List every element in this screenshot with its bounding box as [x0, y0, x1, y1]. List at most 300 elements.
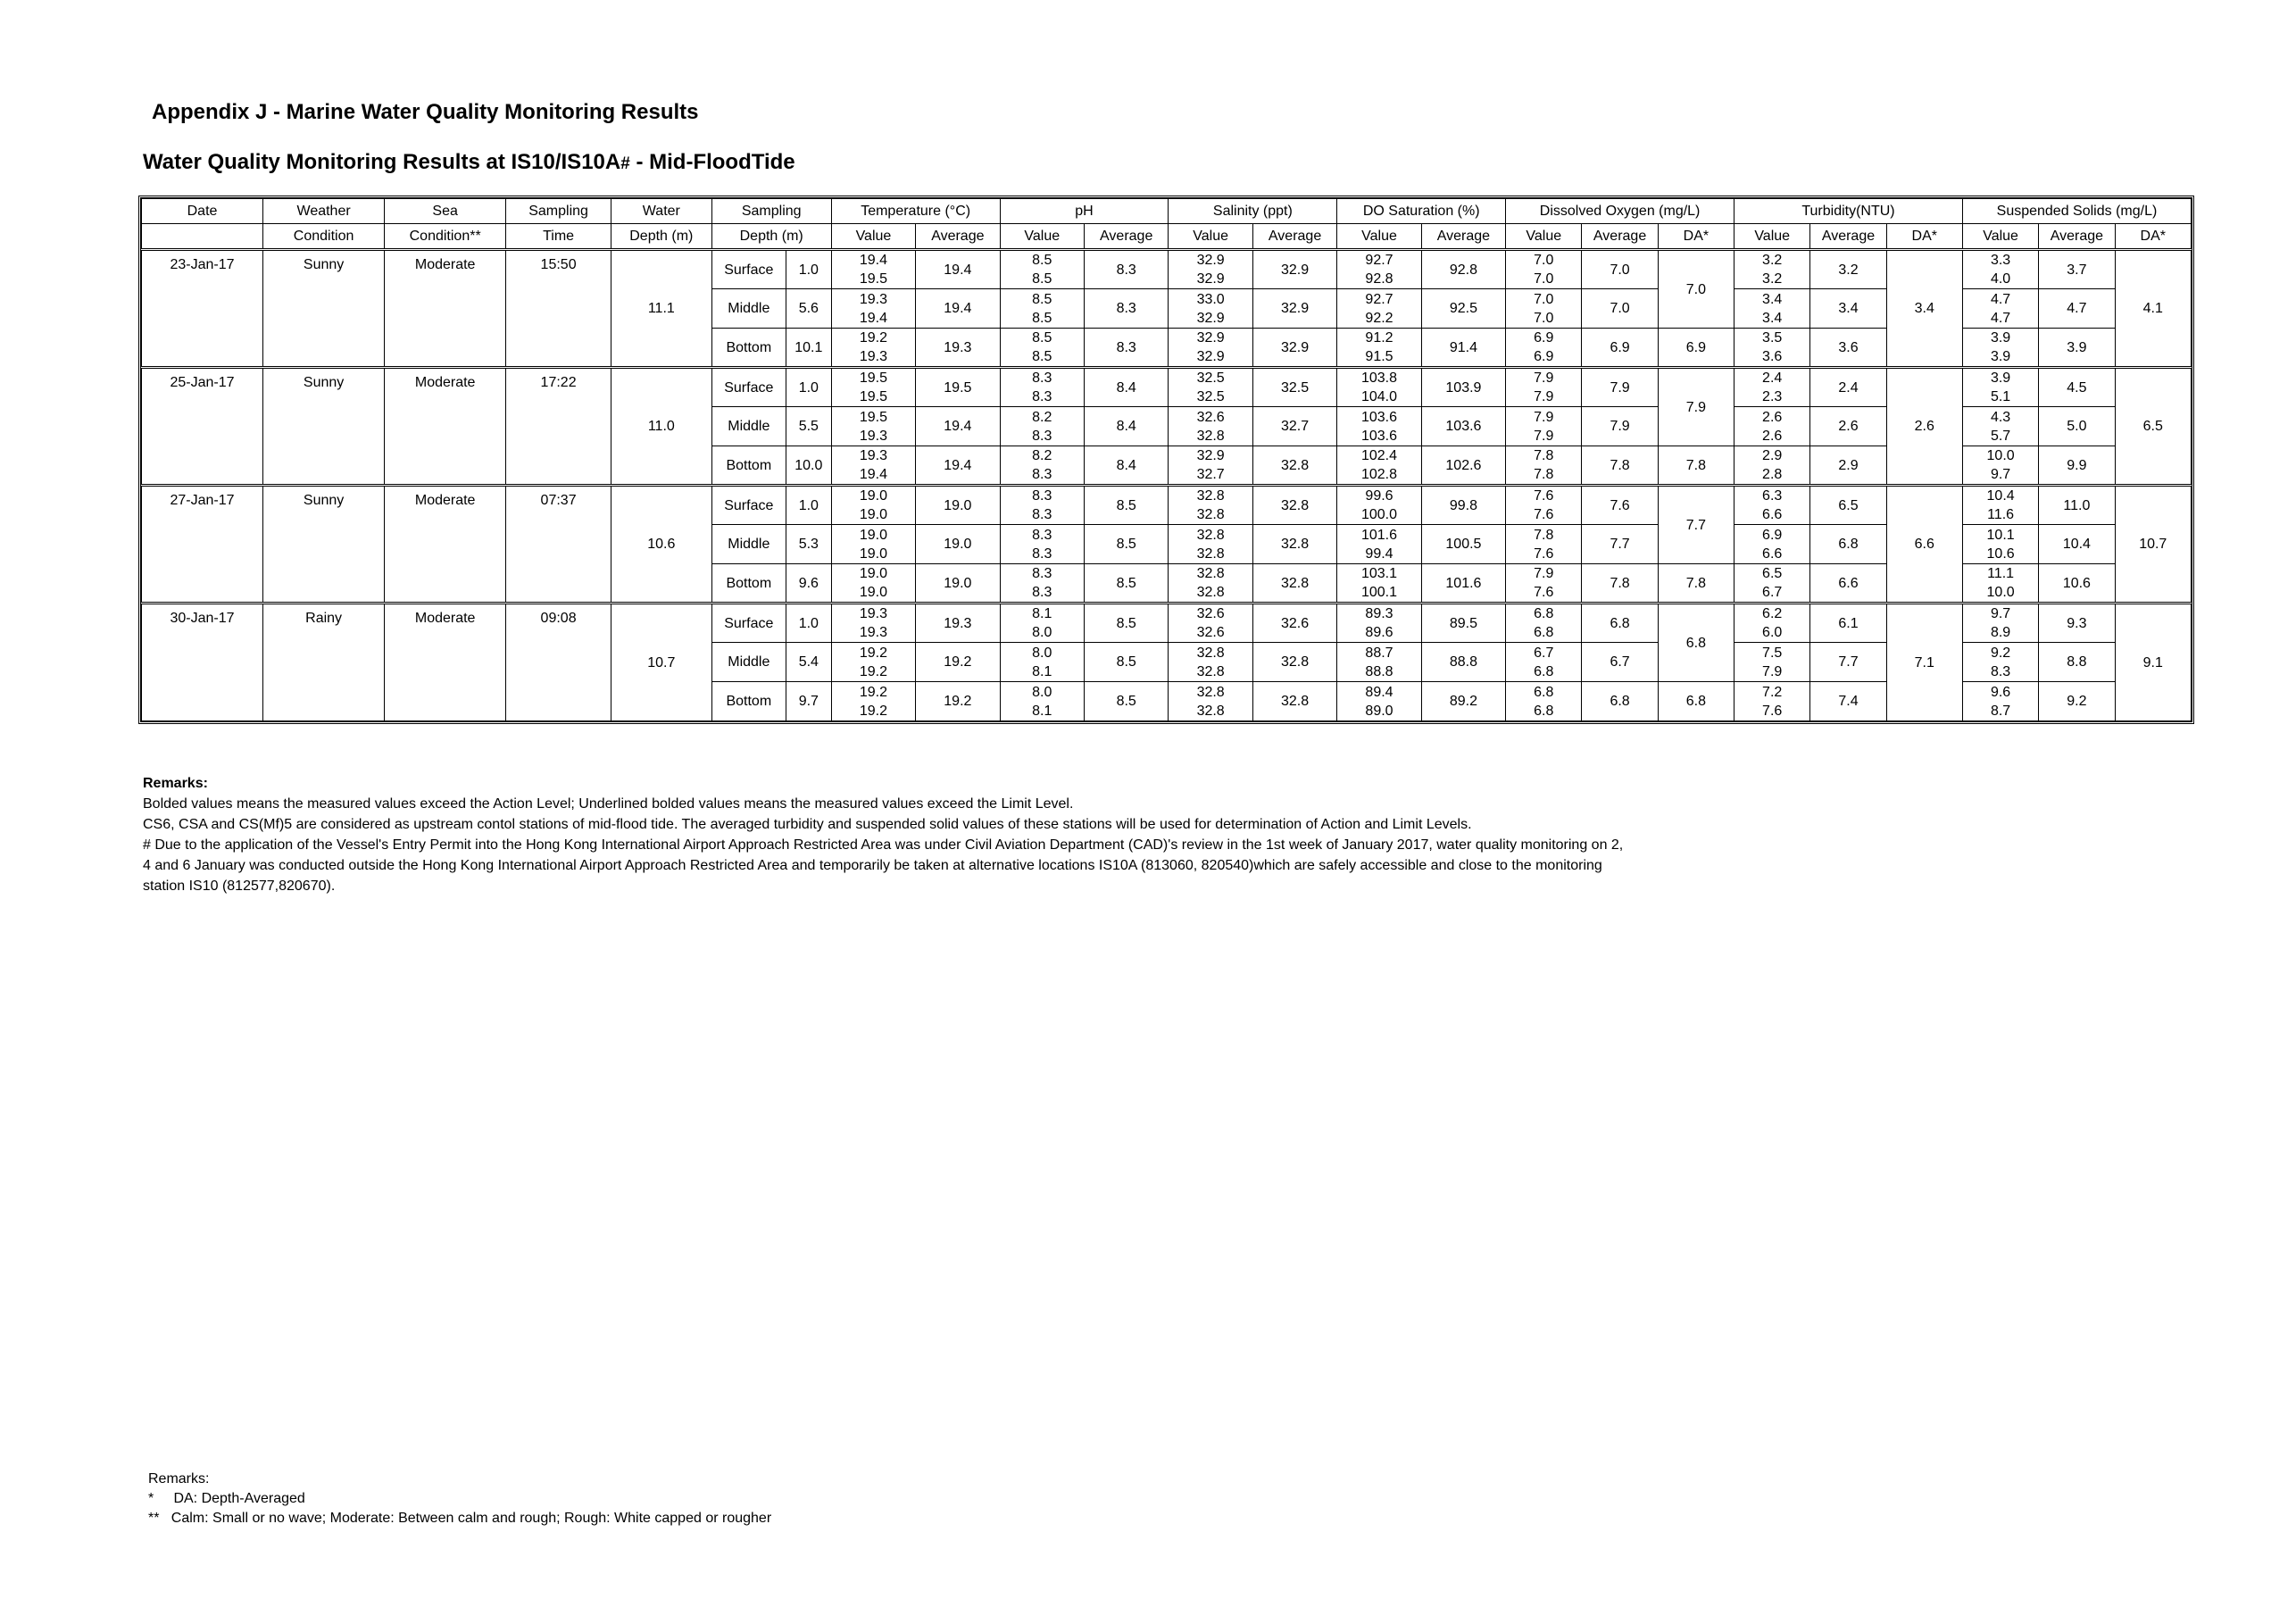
turbidity-values-2: 3.4	[1762, 310, 1783, 326]
salinity-values-1: 32.9	[1196, 448, 1225, 463]
weather-cell: Sunny	[263, 368, 385, 486]
footnote-line: ** Calm: Small or no wave; Moderate: Between calm and rough; Rough: White capped or rougher	[148, 1511, 772, 1526]
ss-values	[1962, 525, 2038, 564]
temp-values	[831, 604, 915, 643]
do-values-2: 7.0	[1534, 310, 1554, 326]
ph-values-1: 8.2	[1032, 448, 1052, 463]
turbidity-values	[1734, 250, 1810, 289]
ph-values-1: 8.2	[1032, 409, 1052, 425]
temp-average: 19.4	[916, 446, 1000, 486]
temp-values	[831, 525, 915, 564]
ph-values-1: 8.3	[1032, 488, 1052, 504]
temp-values	[831, 486, 915, 525]
temp-average: 19.2	[916, 643, 1000, 682]
salinity-values-2: 32.8	[1196, 545, 1225, 562]
hdr-do-saturation: DO Saturation (%)	[1337, 199, 1506, 224]
ss-values	[1962, 486, 2038, 525]
dosat-average: 89.5	[1421, 604, 1505, 643]
temp-values	[831, 446, 915, 486]
salinity-values-2: 32.8	[1196, 703, 1225, 719]
ss-average: 3.9	[2039, 329, 2115, 368]
do-values-2: 7.6	[1534, 507, 1554, 522]
level-depth-cell: 1.0	[786, 368, 831, 407]
salinity-values-2: 32.8	[1196, 428, 1225, 444]
do-values-2: 7.0	[1534, 271, 1554, 287]
turbidity-values	[1734, 289, 1810, 329]
temp-values-2: 19.0	[859, 545, 887, 562]
ph-values-1: 8.3	[1032, 566, 1052, 581]
ss-values-2: 8.7	[1990, 703, 2011, 719]
temp-values-1: 19.0	[859, 488, 887, 504]
ss-da: 10.7	[2115, 486, 2191, 604]
ph-values	[1000, 368, 1084, 407]
salinity-values	[1169, 329, 1252, 368]
dosat-average: 92.8	[1421, 250, 1505, 289]
ph-average: 8.4	[1084, 368, 1168, 407]
ph-values-1: 8.0	[1032, 684, 1052, 700]
results-table-body	[142, 250, 2192, 721]
ph-average: 8.5	[1084, 682, 1168, 721]
ph-values-2: 8.1	[1032, 703, 1052, 719]
level-name-cell: Bottom	[711, 682, 786, 721]
turbidity-values-1: 7.2	[1762, 684, 1783, 700]
level-depth-cell: 1.0	[786, 486, 831, 525]
level-name-cell: Surface	[711, 250, 786, 289]
sea-cell: Moderate	[385, 250, 506, 368]
do-values	[1506, 486, 1582, 525]
dosat-values-1: 102.4	[1360, 448, 1398, 463]
do-da-bottom: 7.8	[1658, 446, 1734, 486]
turbidity-average: 3.4	[1810, 289, 1886, 329]
do-values-1: 6.8	[1534, 684, 1554, 700]
ss-average: 10.6	[2039, 564, 2115, 604]
salinity-values	[1169, 643, 1252, 682]
temp-values-1: 19.2	[859, 684, 887, 700]
turbidity-values	[1734, 525, 1810, 564]
remarks-line: # Due to the application of the Vessel's Entry Permit into the Hong Kong International Airport Approach Restricted Area was under Civil Aviation Department (CAD)'s review in the 1st week of January 2017, water quality monitoring on 2,	[143, 837, 1624, 853]
dosat-average: 101.6	[1421, 564, 1505, 604]
temp-average: 19.0	[916, 564, 1000, 604]
turbidity-values-2: 3.6	[1762, 349, 1783, 364]
time-cell: 09:08	[506, 604, 611, 721]
ph-average: 8.3	[1084, 250, 1168, 289]
hdr-suspended-solids: Suspended Solids (mg/L)	[1962, 199, 2191, 224]
ph-values	[1000, 564, 1084, 604]
turbidity-average: 7.4	[1810, 682, 1886, 721]
footnotes-block	[148, 1470, 771, 1528]
hdr-value: Value	[1000, 224, 1084, 250]
salinity-values-2: 32.9	[1196, 310, 1225, 326]
turbidity-da: 7.1	[1886, 604, 1962, 721]
do-values	[1506, 329, 1582, 368]
dosat-values	[1337, 643, 1421, 682]
turbidity-values-2: 3.2	[1762, 271, 1783, 287]
table-row	[142, 604, 2192, 643]
do-average: 6.9	[1582, 329, 1658, 368]
turbidity-values-1: 7.5	[1762, 645, 1783, 661]
ss-values	[1962, 446, 2038, 486]
dosat-values	[1337, 368, 1421, 407]
level-depth-cell: 1.0	[786, 604, 831, 643]
do-da-top: 7.7	[1658, 486, 1734, 564]
hdr-sea: Sea	[385, 199, 506, 224]
dosat-values	[1337, 407, 1421, 446]
dosat-values	[1337, 564, 1421, 604]
hdr-value: Value	[1169, 224, 1252, 250]
remarks-line: Bolded values means the measured values exceed the Action Level; Underlined bolded values means the measured values exceed the Limit Level.	[143, 796, 1074, 812]
ph-values-2: 8.5	[1032, 271, 1052, 287]
water-depth-cell: 10.6	[611, 486, 711, 604]
hdr-water-depth-2: Depth (m)	[611, 224, 711, 250]
hdr-average: Average	[1810, 224, 1886, 250]
do-da-bottom: 6.8	[1658, 682, 1734, 721]
hdr-value: Value	[1506, 224, 1582, 250]
ss-values-1: 4.7	[1990, 291, 2011, 307]
ss-values	[1962, 643, 2038, 682]
temp-average: 19.4	[916, 407, 1000, 446]
time-cell: 07:37	[506, 486, 611, 604]
dosat-values-1: 89.3	[1365, 606, 1393, 621]
ss-values-2: 5.1	[1990, 389, 2011, 404]
hdr-value: Value	[831, 224, 915, 250]
ss-values-2: 11.6	[1987, 507, 2015, 522]
turbidity-values-2: 6.0	[1762, 625, 1783, 640]
water-depth-cell: 10.7	[611, 604, 711, 721]
ph-average: 8.3	[1084, 329, 1168, 368]
turbidity-average: 2.9	[1810, 446, 1886, 486]
temp-average: 19.3	[916, 329, 1000, 368]
salinity-average: 32.9	[1252, 329, 1336, 368]
salinity-values-2: 32.7	[1196, 467, 1225, 482]
salinity-average: 32.8	[1252, 564, 1336, 604]
salinity-average: 32.9	[1252, 289, 1336, 329]
ss-values-1: 10.1	[1986, 527, 2015, 543]
ss-values	[1962, 564, 2038, 604]
temp-values-2: 19.5	[859, 271, 887, 287]
level-depth-cell: 5.5	[786, 407, 831, 446]
remarks-line: 4 and 6 January was conducted outside the Hong Kong International Airport Approach Restricted Area and temporarily be taken at alternative locations IS10A (813060, 820540)which are safely accessible and close to the monitoring	[143, 858, 1602, 873]
temp-values-2: 19.5	[859, 389, 887, 404]
temp-values	[831, 368, 915, 407]
turbidity-average: 6.6	[1810, 564, 1886, 604]
salinity-values-1: 32.8	[1196, 566, 1225, 581]
ph-values	[1000, 289, 1084, 329]
turbidity-average: 3.6	[1810, 329, 1886, 368]
do-values	[1506, 289, 1582, 329]
appendix-title: Appendix J - Marine Water Quality Monitoring Results	[152, 100, 699, 124]
ss-values-2: 8.3	[1990, 663, 2011, 679]
level-name-cell: Bottom	[711, 564, 786, 604]
level-depth-cell: 1.0	[786, 250, 831, 289]
hdr-salinity: Salinity (ppt)	[1169, 199, 1337, 224]
hdr-value: Value	[1962, 224, 2038, 250]
hdr-sampling-time-2: Time	[506, 224, 611, 250]
dosat-values-1: 92.7	[1365, 291, 1393, 307]
ss-values-1: 3.3	[1990, 253, 2011, 268]
ss-values	[1962, 407, 2038, 446]
turbidity-values-1: 6.3	[1762, 488, 1783, 504]
dosat-average: 99.8	[1421, 486, 1505, 525]
ss-average: 10.4	[2039, 525, 2115, 564]
remarks-line: station IS10 (812577,820670).	[143, 879, 336, 894]
temp-average: 19.2	[916, 682, 1000, 721]
do-values-1: 7.9	[1534, 371, 1554, 386]
salinity-average: 32.8	[1252, 486, 1336, 525]
salinity-values-1: 33.0	[1196, 291, 1225, 307]
do-values	[1506, 525, 1582, 564]
turbidity-values-2: 6.7	[1762, 585, 1783, 600]
dosat-values-2: 99.4	[1365, 545, 1393, 562]
do-da-bottom: 7.8	[1658, 564, 1734, 604]
do-values	[1506, 564, 1582, 604]
hdr-temperature: Temperature (°C)	[831, 199, 1000, 224]
dosat-values	[1337, 682, 1421, 721]
hdr-ph: pH	[1000, 199, 1169, 224]
results-table-frame	[138, 196, 2194, 724]
level-name-cell: Middle	[711, 525, 786, 564]
do-average: 7.0	[1582, 289, 1658, 329]
turbidity-da: 2.6	[1886, 368, 1962, 486]
ss-values-1: 10.0	[1986, 448, 2015, 463]
ph-average: 8.5	[1084, 525, 1168, 564]
do-values	[1506, 643, 1582, 682]
dosat-values	[1337, 486, 1421, 525]
temp-values-2: 19.3	[859, 349, 887, 364]
do-values-1: 7.0	[1534, 253, 1554, 268]
temp-values-1: 19.5	[859, 371, 887, 386]
ss-average: 9.3	[2039, 604, 2115, 643]
turbidity-values-1: 6.9	[1762, 527, 1783, 543]
ss-average: 8.8	[2039, 643, 2115, 682]
do-values-1: 6.7	[1534, 645, 1554, 661]
salinity-values-2: 32.8	[1196, 663, 1225, 679]
footnote-line: * DA: Depth-Averaged	[148, 1491, 305, 1506]
temp-values-2: 19.2	[859, 703, 887, 719]
turbidity-values-2: 2.3	[1762, 389, 1783, 404]
turbidity-da: 6.6	[1886, 486, 1962, 604]
ph-values	[1000, 604, 1084, 643]
turbidity-average: 6.8	[1810, 525, 1886, 564]
ss-values-1: 9.7	[1990, 606, 2011, 621]
temp-values-1: 19.3	[859, 291, 887, 307]
turbidity-values	[1734, 368, 1810, 407]
temp-values-1: 19.3	[859, 606, 887, 621]
ph-values-2: 8.3	[1032, 507, 1052, 522]
ph-values-1: 8.0	[1032, 645, 1052, 661]
table-title-hash: #	[620, 154, 630, 173]
time-cell: 15:50	[506, 250, 611, 368]
turbidity-values-2: 7.6	[1762, 703, 1783, 719]
hdr-average: Average	[1252, 224, 1336, 250]
table-title-main: Water Quality Monitoring Results at IS10/IS10A	[143, 150, 621, 174]
ss-values	[1962, 682, 2038, 721]
weather-cell: Sunny	[263, 250, 385, 368]
dosat-average: 103.6	[1421, 407, 1505, 446]
ph-values	[1000, 250, 1084, 289]
dosat-values	[1337, 289, 1421, 329]
salinity-average: 32.6	[1252, 604, 1336, 643]
remarks-block	[143, 773, 1623, 896]
salinity-values-1: 32.8	[1196, 488, 1225, 504]
ss-values-1: 4.3	[1990, 409, 2011, 425]
do-values-1: 6.9	[1534, 330, 1554, 346]
ss-values-2: 10.6	[1986, 545, 2015, 562]
salinity-values-1: 32.8	[1196, 645, 1225, 661]
do-values	[1506, 604, 1582, 643]
do-average: 7.9	[1582, 368, 1658, 407]
level-name-cell: Surface	[711, 486, 786, 525]
hdr-turbidity: Turbidity(NTU)	[1734, 199, 1963, 224]
salinity-values-2: 32.8	[1196, 507, 1225, 522]
ss-average: 4.7	[2039, 289, 2115, 329]
dosat-values-2: 88.8	[1365, 663, 1393, 679]
level-depth-cell: 9.7	[786, 682, 831, 721]
hdr-dissolved-oxygen: Dissolved Oxygen (mg/L)	[1506, 199, 1734, 224]
temp-values-1: 19.5	[859, 409, 887, 425]
dosat-values-1: 88.7	[1365, 645, 1393, 661]
salinity-values	[1169, 446, 1252, 486]
level-name-cell: Surface	[711, 368, 786, 407]
ph-values-2: 8.3	[1032, 545, 1052, 562]
hdr-date: Date	[142, 199, 263, 224]
ph-values	[1000, 643, 1084, 682]
salinity-values	[1169, 564, 1252, 604]
ss-values-1: 11.1	[1987, 566, 2015, 581]
dosat-values-2: 92.8	[1365, 271, 1393, 287]
dosat-values	[1337, 250, 1421, 289]
salinity-average: 32.8	[1252, 446, 1336, 486]
dosat-values-2: 89.6	[1365, 625, 1393, 640]
salinity-average: 32.8	[1252, 643, 1336, 682]
do-values-2: 7.6	[1534, 545, 1554, 562]
do-average: 6.8	[1582, 682, 1658, 721]
ss-average: 11.0	[2039, 486, 2115, 525]
salinity-values-2: 32.9	[1196, 271, 1225, 287]
salinity-values-1: 32.6	[1196, 606, 1225, 621]
temp-values	[831, 407, 915, 446]
temp-values-1: 19.4	[859, 253, 887, 268]
ph-values-2: 8.5	[1032, 310, 1052, 326]
ss-values-1: 9.2	[1990, 645, 2011, 661]
turbidity-values-2: 6.6	[1762, 545, 1783, 562]
ss-values	[1962, 250, 2038, 289]
do-da-bottom: 6.9	[1658, 329, 1734, 368]
salinity-average: 32.5	[1252, 368, 1336, 407]
hdr-weather: Weather	[263, 199, 385, 224]
hdr-sampling-time: Sampling	[506, 199, 611, 224]
ss-values-2: 4.0	[1990, 271, 2011, 287]
level-depth-cell: 5.4	[786, 643, 831, 682]
dosat-values-2: 100.1	[1360, 585, 1398, 600]
salinity-values-1: 32.6	[1196, 409, 1225, 425]
dosat-values-2: 89.0	[1365, 703, 1393, 719]
ph-values	[1000, 486, 1084, 525]
temp-values	[831, 564, 915, 604]
turbidity-values-2: 6.6	[1762, 507, 1783, 522]
hdr-average: Average	[2039, 224, 2115, 250]
table-title-suffix: - Mid-FloodTide	[629, 150, 795, 174]
temp-values	[831, 643, 915, 682]
hdr-da: DA*	[2115, 224, 2191, 250]
level-name-cell: Middle	[711, 289, 786, 329]
ph-average: 8.4	[1084, 446, 1168, 486]
hdr-sampling-depth: Sampling	[711, 199, 831, 224]
turbidity-values	[1734, 682, 1810, 721]
turbidity-values-1: 2.9	[1762, 448, 1783, 463]
do-values-1: 7.8	[1534, 527, 1554, 543]
salinity-average: 32.7	[1252, 407, 1336, 446]
do-da-top: 6.8	[1658, 604, 1734, 682]
ph-values	[1000, 446, 1084, 486]
ph-average: 8.5	[1084, 486, 1168, 525]
do-values	[1506, 368, 1582, 407]
ss-values-2: 8.9	[1990, 625, 2011, 640]
do-values-2: 6.8	[1534, 663, 1554, 679]
salinity-values-1: 32.8	[1196, 684, 1225, 700]
turbidity-values-1: 6.2	[1762, 606, 1783, 621]
dosat-average: 88.8	[1421, 643, 1505, 682]
temp-values-1: 19.0	[859, 527, 887, 543]
weather-cell: Rainy	[263, 604, 385, 721]
temp-values-2: 19.0	[859, 507, 887, 522]
ph-values-1: 8.3	[1032, 371, 1052, 386]
do-values-2: 6.8	[1534, 625, 1554, 640]
dosat-values-1: 103.8	[1360, 371, 1398, 386]
temp-values-1: 19.2	[859, 645, 887, 661]
do-values-2: 7.9	[1534, 389, 1554, 404]
dosat-average: 92.5	[1421, 289, 1505, 329]
table-title	[143, 150, 795, 175]
level-name-cell: Bottom	[711, 446, 786, 486]
ss-da: 6.5	[2115, 368, 2191, 486]
turbidity-values	[1734, 407, 1810, 446]
turbidity-values-1: 3.4	[1762, 291, 1783, 307]
remarks-line: CS6, CSA and CS(Mf)5 are considered as upstream contol stations of mid-flood tide. The averaged turbidity and suspended solid values of these stations will be used for determination of Action and Limit Levels.	[143, 817, 1472, 832]
water-depth-cell: 11.1	[611, 250, 711, 368]
table-row	[142, 368, 2192, 407]
turbidity-average: 2.6	[1810, 407, 1886, 446]
salinity-values	[1169, 407, 1252, 446]
ph-values	[1000, 682, 1084, 721]
do-average: 6.7	[1582, 643, 1658, 682]
ss-values-2: 5.7	[1990, 428, 2011, 444]
ss-average: 9.9	[2039, 446, 2115, 486]
salinity-values-1: 32.8	[1196, 527, 1225, 543]
do-average: 6.8	[1582, 604, 1658, 643]
do-da-top: 7.0	[1658, 250, 1734, 329]
ph-values	[1000, 525, 1084, 564]
dosat-values-2: 100.0	[1360, 507, 1398, 522]
turbidity-values	[1734, 446, 1810, 486]
temp-values-2: 19.2	[859, 663, 887, 679]
do-values-1: 7.6	[1534, 488, 1554, 504]
turbidity-values	[1734, 604, 1810, 643]
dosat-values-2: 102.8	[1360, 467, 1398, 482]
temp-average: 19.4	[916, 250, 1000, 289]
turbidity-values	[1734, 643, 1810, 682]
temp-average: 19.4	[916, 289, 1000, 329]
dosat-average: 103.9	[1421, 368, 1505, 407]
ss-values-1: 3.9	[1990, 371, 2011, 386]
turbidity-values-1: 2.6	[1762, 409, 1783, 425]
level-depth-cell: 10.0	[786, 446, 831, 486]
turbidity-values-2: 2.8	[1762, 467, 1783, 482]
salinity-average: 32.9	[1252, 250, 1336, 289]
dosat-values-1: 101.6	[1360, 527, 1398, 543]
hdr-average: Average	[1421, 224, 1505, 250]
ph-average: 8.5	[1084, 643, 1168, 682]
dosat-average: 102.6	[1421, 446, 1505, 486]
